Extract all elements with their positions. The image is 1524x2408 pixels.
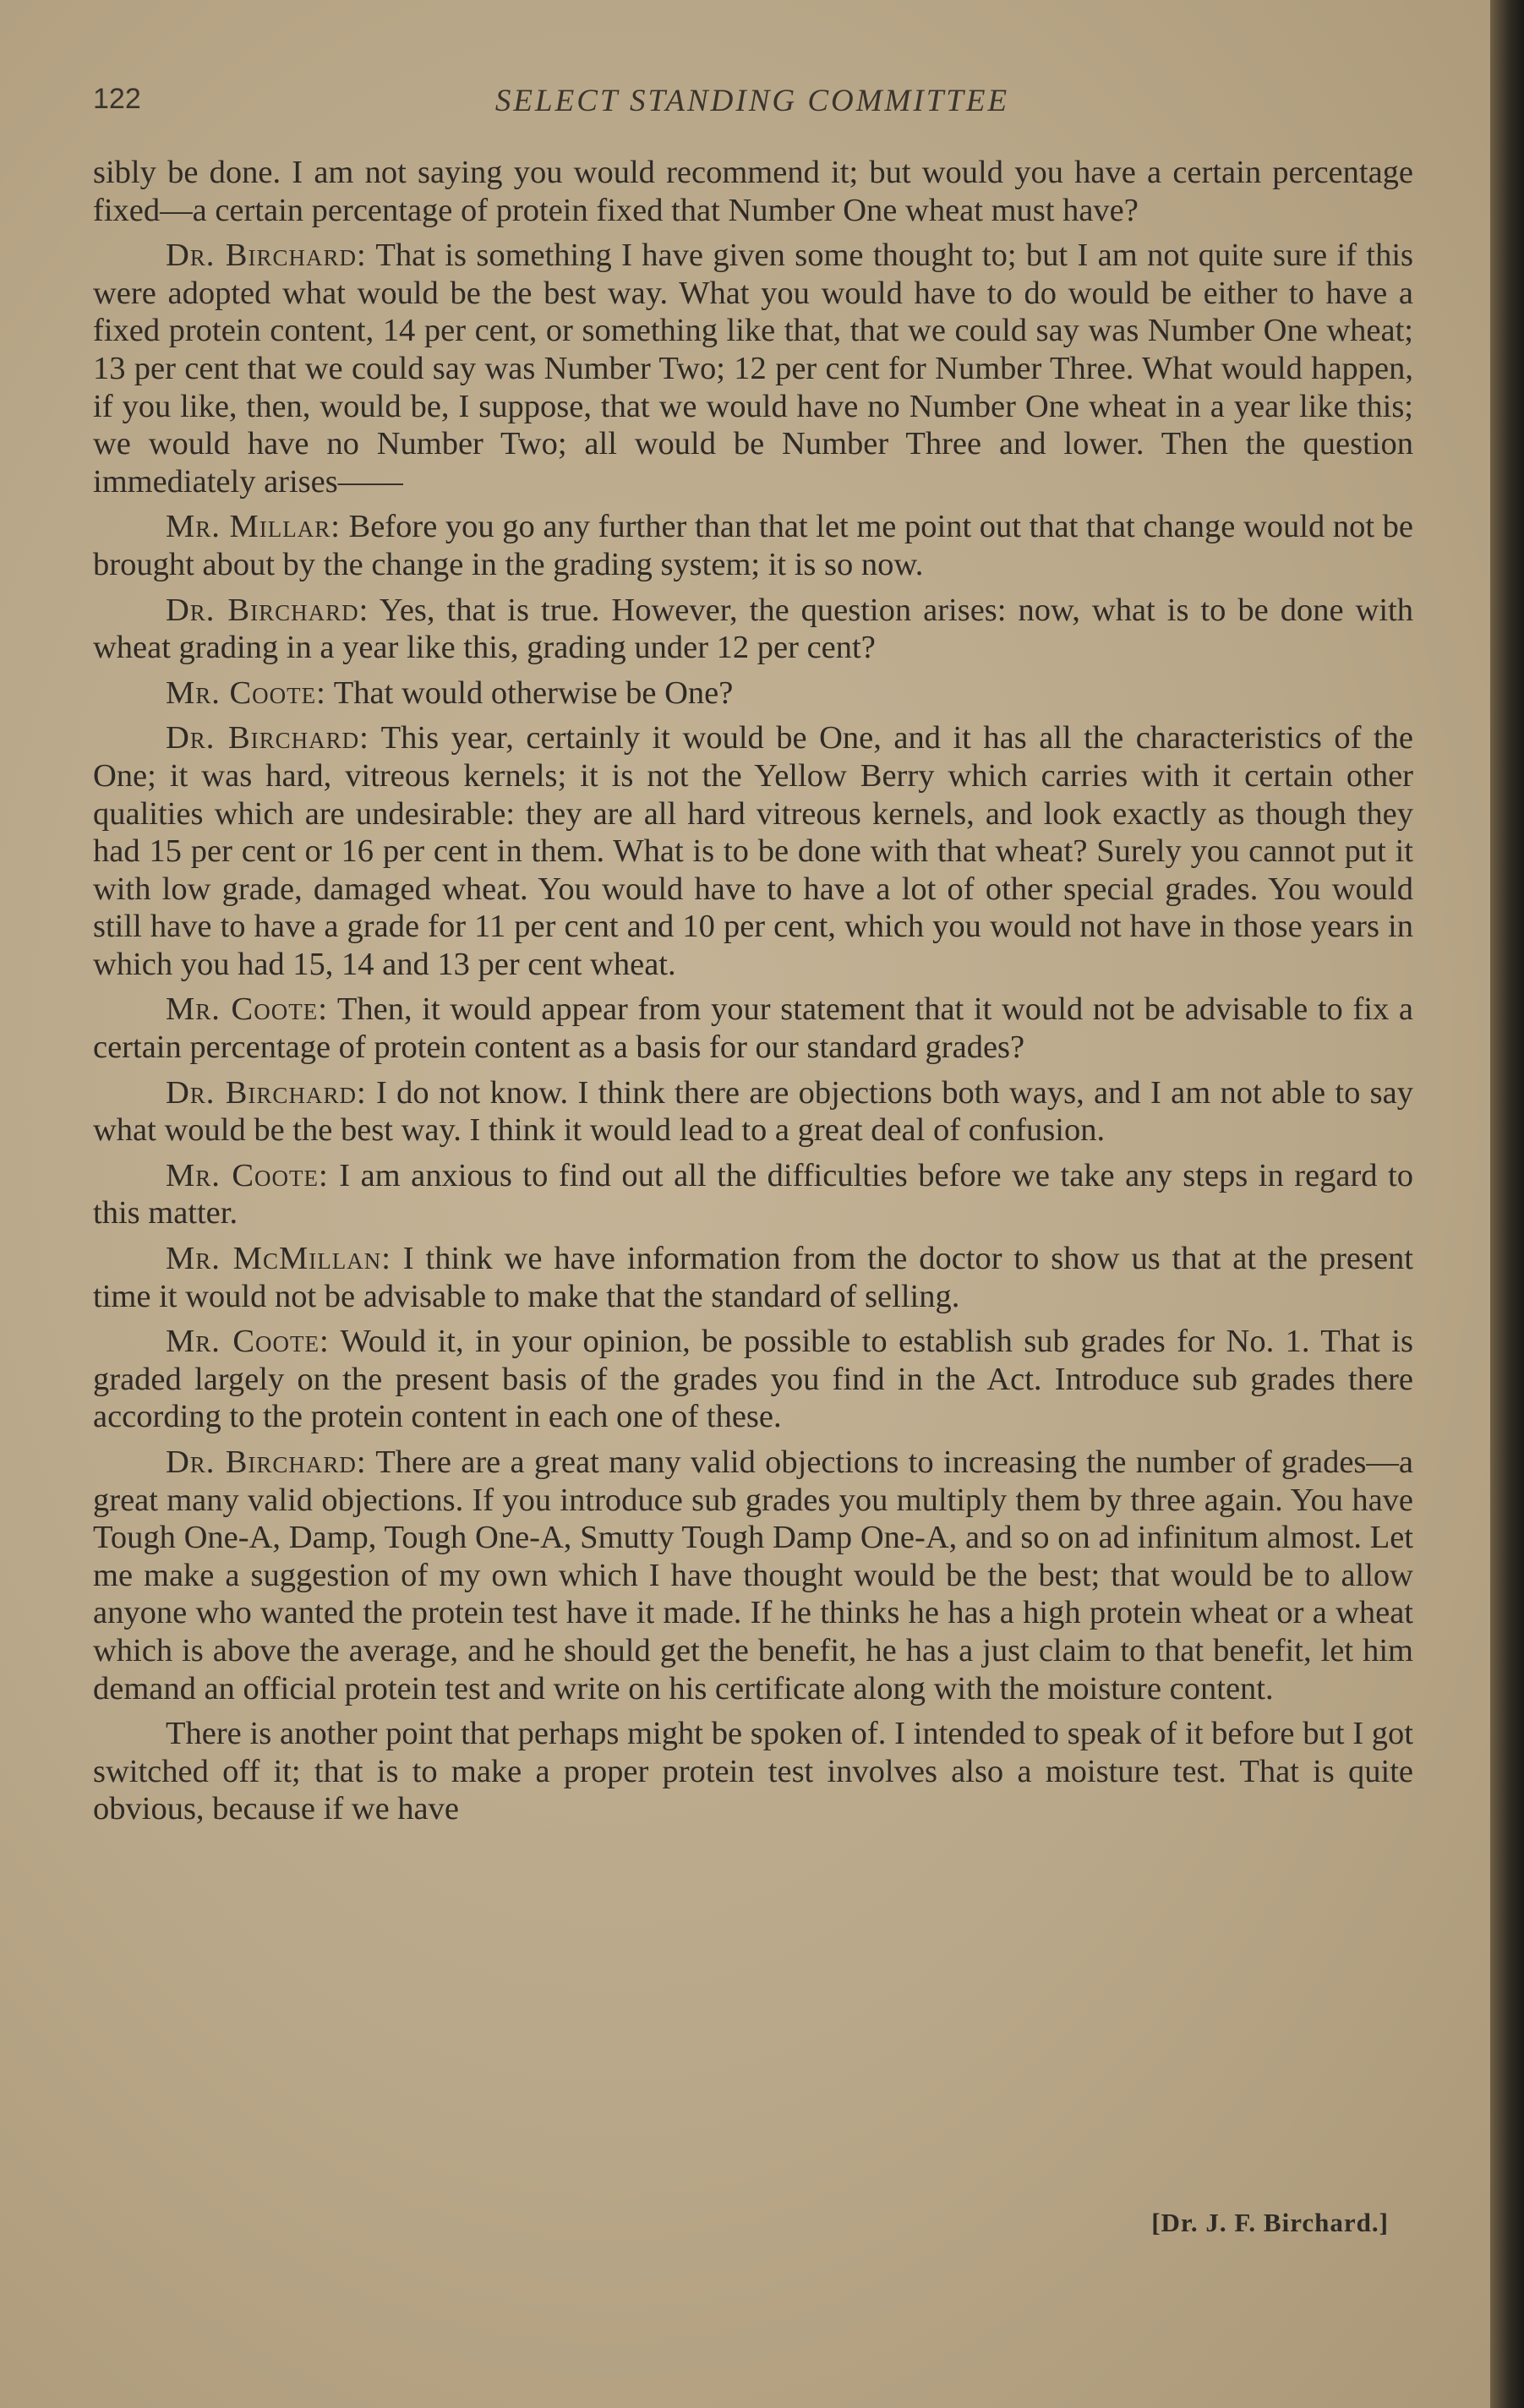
paragraph-text: Would it, in your opinion, be possible to establish sub grades for No. 1. That is graded largely on the present basis of the grades you find in the Act. Introduce sub grades there according to the protein content in each one of these.	[93, 1324, 1413, 1435]
speaker-name: Dr. Birchard:	[166, 720, 369, 756]
page-number: 122	[93, 83, 141, 115]
speaker-name: Mr. McMillan:	[166, 1241, 391, 1277]
body-text	[93, 154, 1413, 1836]
paragraph-text: I do not know. I think there are objections both ways, and I am not able to say what would be the best way. I think it would lead to a great deal of confusion.	[93, 1074, 1414, 1149]
paragraph	[93, 1323, 1413, 1436]
paragraph	[93, 991, 1413, 1066]
paragraph	[93, 1074, 1413, 1149]
speaker-name: Mr. Millar:	[166, 509, 341, 545]
book-spine-shadow	[1490, 0, 1524, 2408]
paragraph-text: Yes, that is true. However, the question arises: now, what is to be done with wheat grading in a year like this, grading under 12 per cent?	[93, 592, 1413, 666]
speaker-name: Mr. Coote:	[166, 674, 326, 711]
speaker-attribution-footer: [Dr. J. F. Birchard.]	[1151, 2208, 1389, 2237]
paragraph	[93, 237, 1413, 500]
paragraph	[93, 1715, 1413, 1828]
paragraph-text: Before you go any further than that let me point out that that change would not be brought about by the change in the grading system; it is so now.	[93, 509, 1413, 582]
paragraph-text: sibly be done. I am not saying you would recommend it; but would you have a certain percentage fixed—a certain percentage of protein fixed that Number One wheat must have?	[93, 155, 1413, 228]
paragraph-text: That would otherwise be One?	[325, 674, 734, 711]
speaker-name: Dr. Birchard:	[166, 238, 367, 274]
speaker-name: Mr. Coote:	[166, 1324, 330, 1360]
page-header	[93, 83, 1412, 134]
paragraph	[93, 674, 1413, 713]
paragraph	[93, 154, 1413, 229]
speaker-name: Dr. Birchard:	[166, 592, 369, 628]
paragraph-text: I think we have information from the doctor to show us that at the present time it would not be advisable to make that the standard of selling.	[93, 1241, 1413, 1314]
paragraph	[93, 719, 1413, 983]
paragraph-text: There are a great many valid objections to increasing the number of grades—a great many valid objections. If you introduce sub grades you multiply them by three again. You have Tough One-A, Damp, Tough One-A, Smutty Tough Damp One-A, and so on ad infinitum almost. Let me make a suggestion of my own which I have thought would be the best; that would be to allow anyone who wanted the protein test have it made. If he thinks he has a high protein wheat or a wheat which is above the average, and he should get the benefit, he has a just claim to that benefit, let him demand an official protein test and write on his certificate along with the moisture content.	[93, 1444, 1413, 1706]
paragraph-text: There is another point that perhaps might be spoken of. I intended to speak of it before but I got switched off it; that is to make a proper protein test involves also a moisture test. That is quite obvious, because if we have	[93, 1716, 1413, 1827]
paragraph-text: This year, certainly it would be One, and it has all the characteristics of the One; it was hard, vitreous kernels; it is not the Yellow Berry which carries with it certain other qualities which are undesirable: they are all hard vitreous kernels, and look exactly as though they had 15 per cent or 16 per cent in them. What is to be done with that wheat? Surely you cannot put it with low grade, damaged wheat. You would have to have a lot of other special grades. You would still have to have a grade for 11 per cent and 10 per cent, which you would not have in those years in which you had 15, 14 and 13 per cent wheat.	[93, 720, 1414, 982]
paragraph-text: Then, it would appear from your statement that it would not be advisable to fix a certain percentage of protein content as a basis for our standard grades?	[93, 991, 1413, 1066]
paragraph-text: That is something I have given some thought to; but I am not quite sure if this were adopted what would be the best way. What you would have to do would be either to have a fixed protein content, 14 per cent, or something like that, that we could say was Number One wheat; 13 per cent that we could say was Number Two; 12 per cent for Number Three. What would happen, if you like, then, would be, I suppose, that we would have no Number One wheat in a year like this; we would have no Number Two; all would be Number Three and lower. Then the question immediately arises——	[93, 238, 1414, 500]
paragraph-text: I am anxious to find out all the difficulties before we take any steps in regard to this matter.	[93, 1157, 1413, 1231]
paragraph	[93, 508, 1413, 583]
paragraph	[93, 1157, 1413, 1232]
paragraph	[93, 1240, 1413, 1315]
speaker-name: Dr. Birchard:	[166, 1074, 367, 1111]
speaker-name: Mr. Coote:	[166, 991, 328, 1028]
speaker-name: Dr. Birchard:	[166, 1444, 367, 1480]
speaker-name: Mr. Coote:	[166, 1157, 329, 1193]
paragraph	[93, 592, 1413, 667]
running-head: SELECT STANDING COMMITTEE	[494, 84, 1010, 118]
paragraph	[93, 1444, 1413, 1707]
